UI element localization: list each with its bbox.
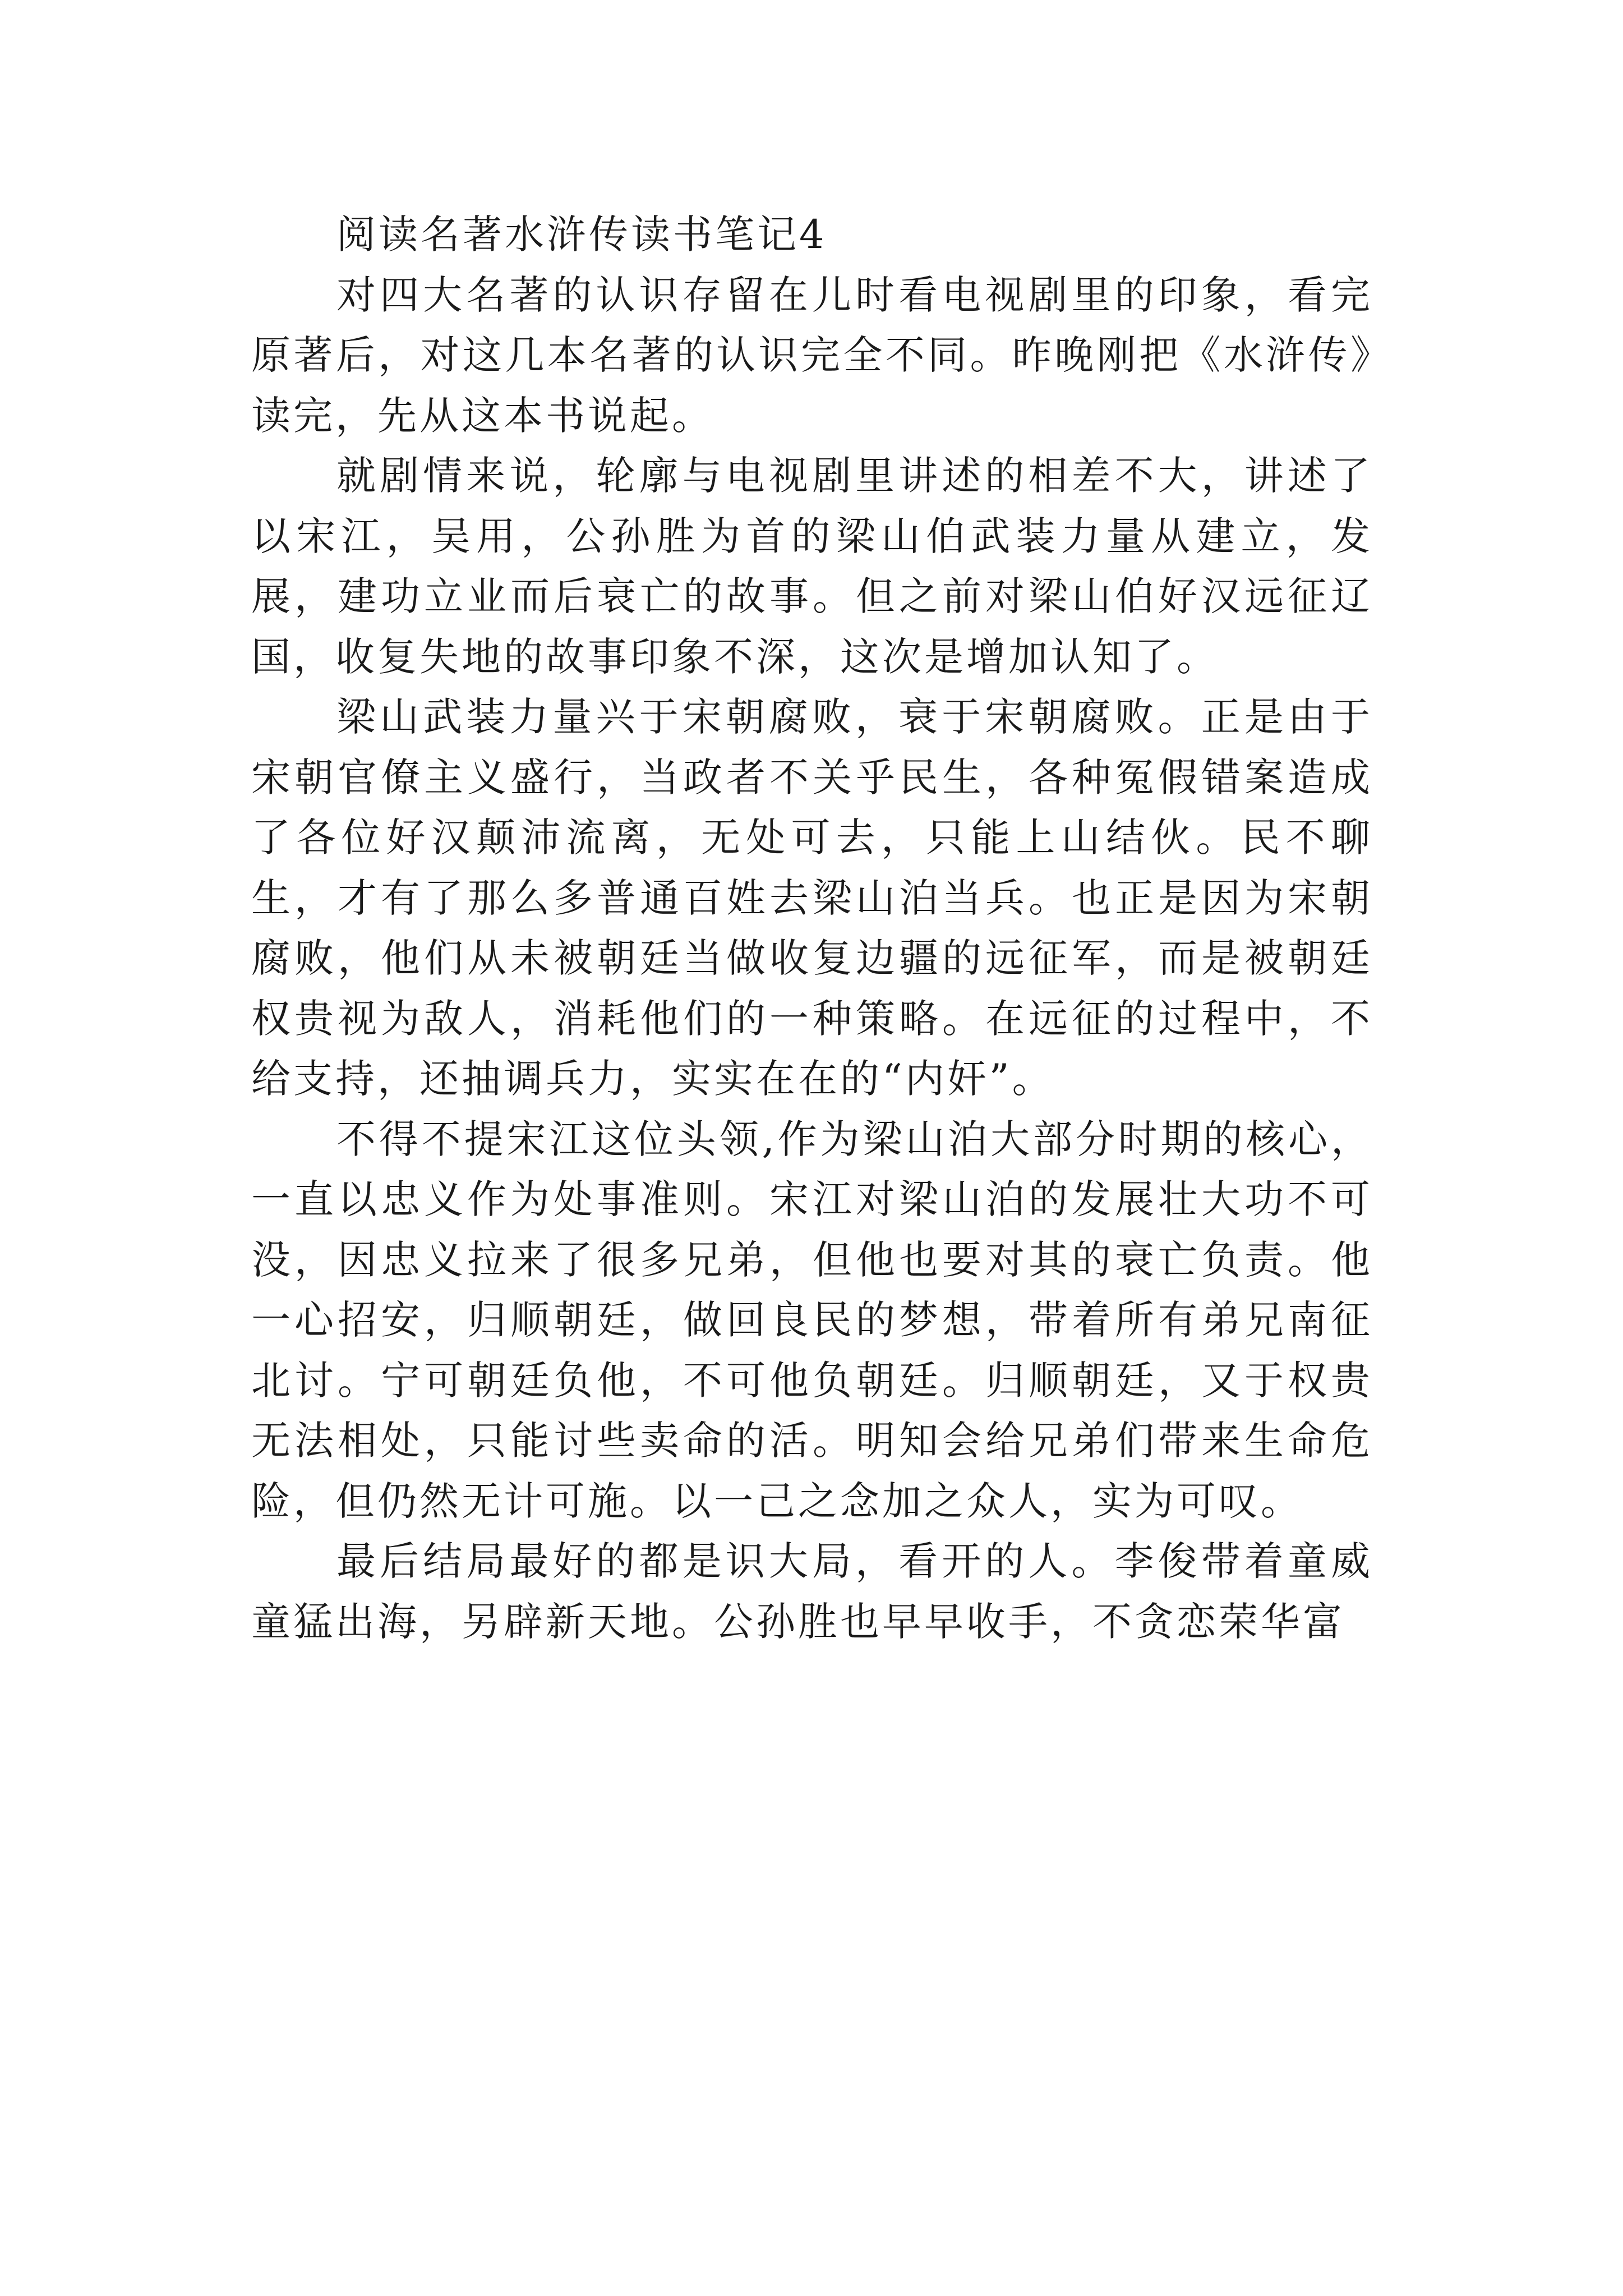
paragraph-intro: 对四大名著的认识存留在儿时看电视剧里的印象，看完原著后，对这几本名著的认识完全不同。昨晚刚把《水浒传》读完，先从这本书说起。 (251, 272, 1373, 439)
paragraph-song-dynasty: 梁山武装力量兴于宋朝腐败，衰于宋朝腐败。正是由于宋朝官僚主义盛行，当政者不关乎民生，各种冤假错案造成了各位好汉颠沛流离，无处可去，只能上山结伙。民不聊生，才有了那么多普通百姓去梁山泊当兵。也正是因为宋朝腐败，他们从未被朝廷当做收复边疆的远征军，而是被朝廷权贵视为敌人，消耗他们的一种策略。在远征的过程中，不给支持，还抽调兵力，实实在在的“内奸”。 (251, 694, 1373, 1102)
paragraph-plot: 就剧情来说，轮廓与电视剧里讲述的相差不大，讲述了以宋江，吴用，公孙胜为首的梁山伯武装力量从建立，发展，建功立业而后衰亡的故事。但之前对梁山伯好汉远征辽国，收复失地的故事印象不深，这次是增加认知了。 (251, 453, 1373, 680)
document-body (251, 205, 1373, 1652)
paragraph-ending: 最后结局最好的都是识大局，看开的人。李俊带着童威童猛出海，另辟新天地。公孙胜也早早收手，不贪恋荣华富 (251, 1538, 1373, 1645)
document-title: 阅读名著水浒传读书笔记4 (336, 211, 827, 257)
paragraph-song-jiang: 不得不提宋江这位头领,作为梁山泊大部分时期的核心，一直以忠义作为处事准则。宋江对梁山泊的发展壮大功不可没，因忠义拉来了很多兄弟，但他也要对其的衰亡负责。他一心招安，归顺朝廷，做回良民的梦想，带着所有弟兄南征北讨。宁可朝廷负他，不可他负朝廷。归顺朝廷，又于权贵无法相处，只能讨些卖命的活。明知会给兄弟们带来生命危险，但仍然无计可施。以一己之念加之众人，实为可叹。 (251, 1116, 1373, 1524)
